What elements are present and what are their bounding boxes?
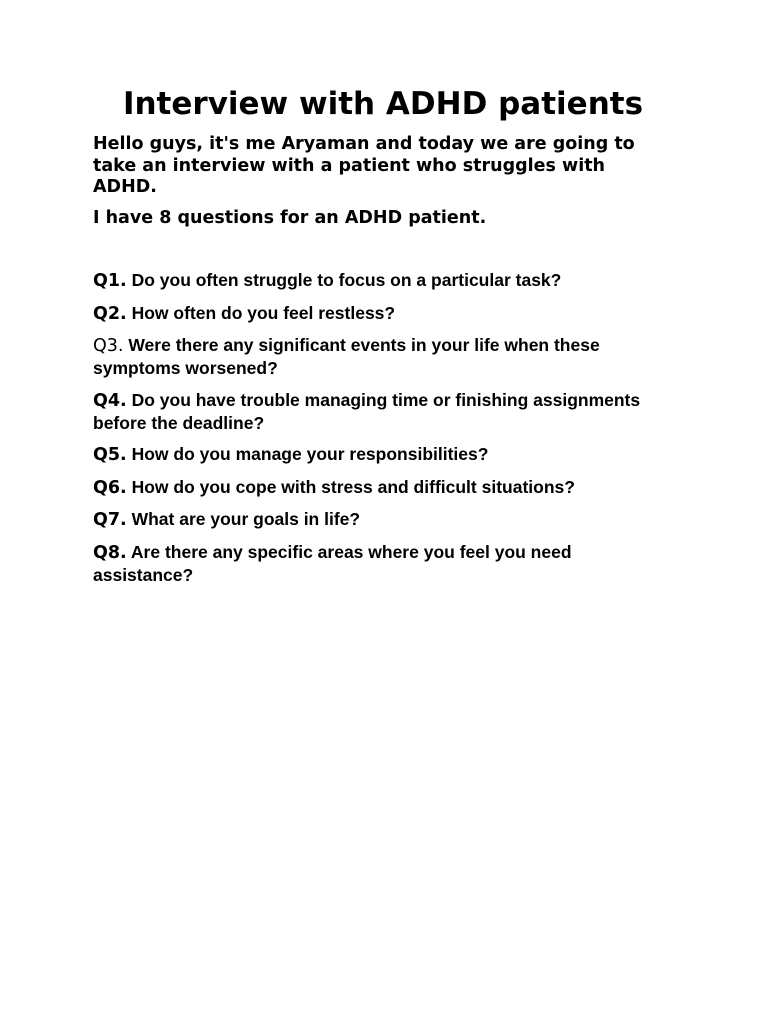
question-7 (93, 508, 668, 531)
question-number: Q7. (93, 510, 127, 530)
question-text: Were there any significant events in your life when these symptoms worsened? (93, 335, 600, 378)
question-number: Q8. (93, 542, 127, 563)
question-text: What are your goals in life? (131, 509, 361, 529)
question-4 (93, 389, 668, 434)
question-number: Q2. (93, 303, 127, 324)
question-text: Are there any specific areas where you feel you need assistance? (93, 541, 572, 585)
document-title: Interview with ADHD patients (122, 86, 644, 122)
question-2 (93, 302, 668, 325)
question-5 (93, 443, 668, 466)
question-list (93, 269, 673, 586)
subintro-paragraph: I have 8 questions for an ADHD patient. (93, 207, 487, 228)
question-text: How do you manage your responsibilities? (131, 444, 489, 464)
question-8 (93, 541, 668, 586)
question-text: Do you often struggle to focus on a particular task? (131, 270, 562, 290)
question-3 (93, 334, 668, 379)
question-text: How do you cope with stress and difficult situations? (131, 476, 575, 497)
question-number: Q1. (93, 271, 127, 291)
question-number: Q4. (93, 390, 127, 411)
document-page (93, 84, 673, 595)
question-1 (93, 269, 668, 292)
question-number: Q6. (93, 477, 127, 498)
question-6 (93, 476, 668, 499)
question-text: How often do you feel restless? (131, 302, 396, 323)
question-number: Q3. (93, 336, 124, 356)
intro-paragraph: Hello guys, it's me Aryaman and today we are going to take an interview with a patient who struggles with ADHD. (93, 134, 635, 197)
question-text: Do you have trouble managing time or finishing assignments before the deadline? (93, 389, 641, 433)
question-number: Q5. (93, 445, 127, 465)
